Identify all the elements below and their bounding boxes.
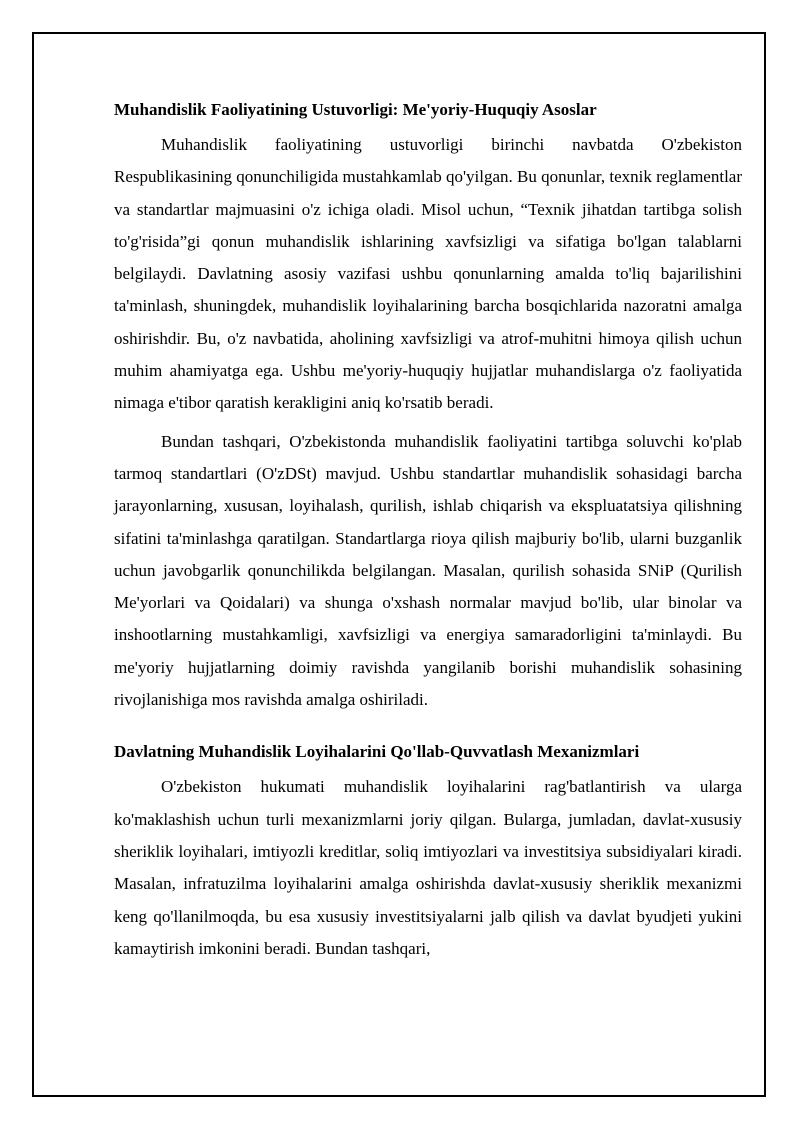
paragraph: Bundan tashqari, O'zbekistonda muhandislik faoliyatini tartibga soluvchi ko'plab tarmoq standartlari (O'zDSt) mavjud. Ushbu standartlar muhandislik sohasidagi barcha jarayonlarning, xususan, loyihalash, qurilish, ishlab chiqarish va ekspluatatsiya qilishning sifatini ta'minlashga qaratilgan. Standartlarga rioya qilish majburiy bo'lib, ularni buzganlik uchun javobgarlik qonunchilikda belgilangan. Masalan, qurilish sohasida SNiP (Qurilish Me'yorlari va Qoidalari) va shunga o'xshash normalar mavjud bo'lib, ular binolar va inshootlarning mustahkamligi, xavfsizligi va energiya samaradorligini ta'minlaydi. Bu me'yoriy hujjatlarning doimiy ravishda yangilanib borishi muhandislik sohasining rivojlanishiga mos ravishda amalga oshiriladi. [114,431,742,710]
paragraph: O'zbekiston hukumati muhandislik loyihalarini rag'batlantirish va ularga ko'maklashish uchun turli mexanizmlarni joriy qilgan. Bularga, jumladan, davlat-xususiy sheriklik loyihalari, imtiyozli kreditlar, soliq imtiyozlari va investitsiya subsidiyalari kiradi. Masalan, infratuzilma loyihalarini amalga oshirishda davlat-xususiy sheriklik mexanizmi keng qo'llanilmoqda, bu esa xususiy investitsiyalarni jalb qilish va davlat byudjeti yukini kamaytirish imkonini beradi. Bundan tashqari, [114,777,742,958]
section-heading: Muhandislik Faoliyatining Ustuvorligi: Me'yoriy-Huquqiy Asoslar [114,100,597,119]
document-body [114,94,742,965]
paragraph: Muhandislik faoliyatining ustuvorligi birinchi navbatda O'zbekiston Respublikasining qonunchiligida mustahkamlab qo'yilgan. Bu qonunlar, texnik reglamentlar va standartlar majmuasini o'z ichiga oladi. Misol uchun, “Texnik jihatdan tartibga solish to'g'risida”gi qonun muhandislik ishlarining xavfsizligi va sifatiga bo'lgan talablarni belgilaydi. Davlatning asosiy vazifasi ushbu qonunlarning amalda to'liq bajarilishini ta'minlash, shuningdek, muhandislik loyihalarining barcha bosqichlarida nazoratni amalga oshirishdir. Bu, o'z navbatida, aholining xavfsizligi va atrof-muhitni himoya qilish uchun muhim ahamiyatga ega. Ushbu me'yoriy-huquqiy hujjatlar muhandislarga o'z faoliyatida nimaga e'tibor qaratish kerakligini aniq ko'rsatib beradi. [114,135,742,413]
section-heading: Davlatning Muhandislik Loyihalarini Qo'llab-Quvvatlash Mexanizmlari [114,742,640,762]
